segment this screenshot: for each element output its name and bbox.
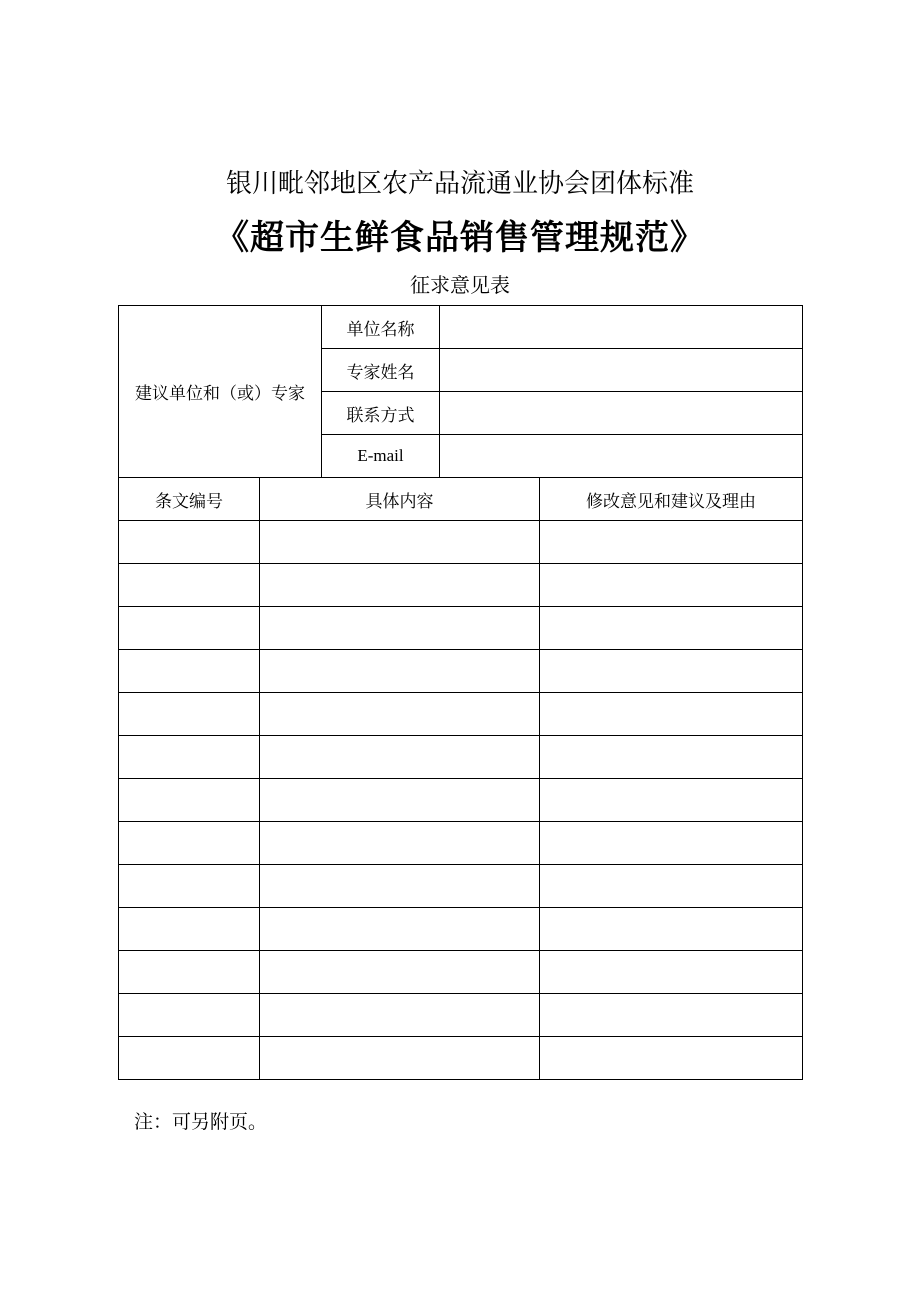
cell-clause-number[interactable] bbox=[119, 650, 260, 693]
column-header-clause-number: 条文编号 bbox=[119, 478, 260, 521]
field-input-email[interactable] bbox=[440, 435, 803, 478]
cell-content[interactable] bbox=[260, 521, 540, 564]
cell-content[interactable] bbox=[260, 822, 540, 865]
cell-clause-number[interactable] bbox=[119, 607, 260, 650]
table-row bbox=[119, 779, 803, 822]
table-row bbox=[119, 607, 803, 650]
cell-clause-number[interactable] bbox=[119, 994, 260, 1037]
cell-suggestion[interactable] bbox=[540, 693, 803, 736]
feedback-form-table bbox=[118, 305, 803, 1080]
standard-title: 《超市生鲜食品销售管理规范》 bbox=[215, 218, 705, 258]
field-label-unit-name: 单位名称 bbox=[322, 306, 440, 349]
organization-title: 银川毗邻地区农产品流通业协会团体标准 bbox=[225, 169, 694, 199]
cell-clause-number[interactable] bbox=[119, 908, 260, 951]
cell-content[interactable] bbox=[260, 650, 540, 693]
cell-suggestion[interactable] bbox=[540, 994, 803, 1037]
table-row bbox=[119, 865, 803, 908]
table-row bbox=[119, 1037, 803, 1080]
field-input-unit-name[interactable] bbox=[440, 306, 803, 349]
cell-content[interactable] bbox=[260, 607, 540, 650]
cell-content[interactable] bbox=[260, 994, 540, 1037]
table-row bbox=[119, 736, 803, 779]
cell-content[interactable] bbox=[260, 564, 540, 607]
table-row bbox=[119, 564, 803, 607]
field-label-expert-name: 专家姓名 bbox=[322, 349, 440, 392]
cell-clause-number[interactable] bbox=[119, 951, 260, 994]
cell-content[interactable] bbox=[260, 779, 540, 822]
comments-header-row bbox=[119, 478, 803, 521]
cell-suggestion[interactable] bbox=[540, 650, 803, 693]
footer-note: 注：可另附页。 bbox=[134, 1111, 268, 1133]
cell-suggestion[interactable] bbox=[540, 822, 803, 865]
table-row bbox=[119, 650, 803, 693]
contact-row bbox=[119, 306, 803, 349]
cell-suggestion[interactable] bbox=[540, 865, 803, 908]
cell-suggestion[interactable] bbox=[540, 908, 803, 951]
table-row bbox=[119, 521, 803, 564]
table-row bbox=[119, 951, 803, 994]
cell-clause-number[interactable] bbox=[119, 1037, 260, 1080]
field-input-expert-name[interactable] bbox=[440, 349, 803, 392]
cell-clause-number[interactable] bbox=[119, 693, 260, 736]
cell-clause-number[interactable] bbox=[119, 736, 260, 779]
cell-suggestion[interactable] bbox=[540, 736, 803, 779]
cell-content[interactable] bbox=[260, 951, 540, 994]
cell-content[interactable] bbox=[260, 693, 540, 736]
cell-clause-number[interactable] bbox=[119, 822, 260, 865]
cell-clause-number[interactable] bbox=[119, 521, 260, 564]
table-row bbox=[119, 908, 803, 951]
field-label-email: E-mail bbox=[322, 435, 440, 478]
form-title: 征求意见表 bbox=[410, 273, 510, 297]
cell-clause-number[interactable] bbox=[119, 779, 260, 822]
cell-content[interactable] bbox=[260, 1037, 540, 1080]
table-row bbox=[119, 994, 803, 1037]
cell-content[interactable] bbox=[260, 865, 540, 908]
contact-group-label: 建议单位和（或）专家 bbox=[119, 306, 322, 478]
cell-suggestion[interactable] bbox=[540, 779, 803, 822]
cell-suggestion[interactable] bbox=[540, 951, 803, 994]
table-row bbox=[119, 822, 803, 865]
cell-content[interactable] bbox=[260, 908, 540, 951]
table-row bbox=[119, 693, 803, 736]
cell-suggestion[interactable] bbox=[540, 521, 803, 564]
cell-suggestion[interactable] bbox=[540, 564, 803, 607]
cell-clause-number[interactable] bbox=[119, 564, 260, 607]
cell-suggestion[interactable] bbox=[540, 1037, 803, 1080]
field-input-contact[interactable] bbox=[440, 392, 803, 435]
column-header-suggestion: 修改意见和建议及理由 bbox=[540, 478, 803, 521]
field-label-contact: 联系方式 bbox=[322, 392, 440, 435]
column-header-content: 具体内容 bbox=[260, 478, 540, 521]
cell-clause-number[interactable] bbox=[119, 865, 260, 908]
cell-content[interactable] bbox=[260, 736, 540, 779]
cell-suggestion[interactable] bbox=[540, 607, 803, 650]
